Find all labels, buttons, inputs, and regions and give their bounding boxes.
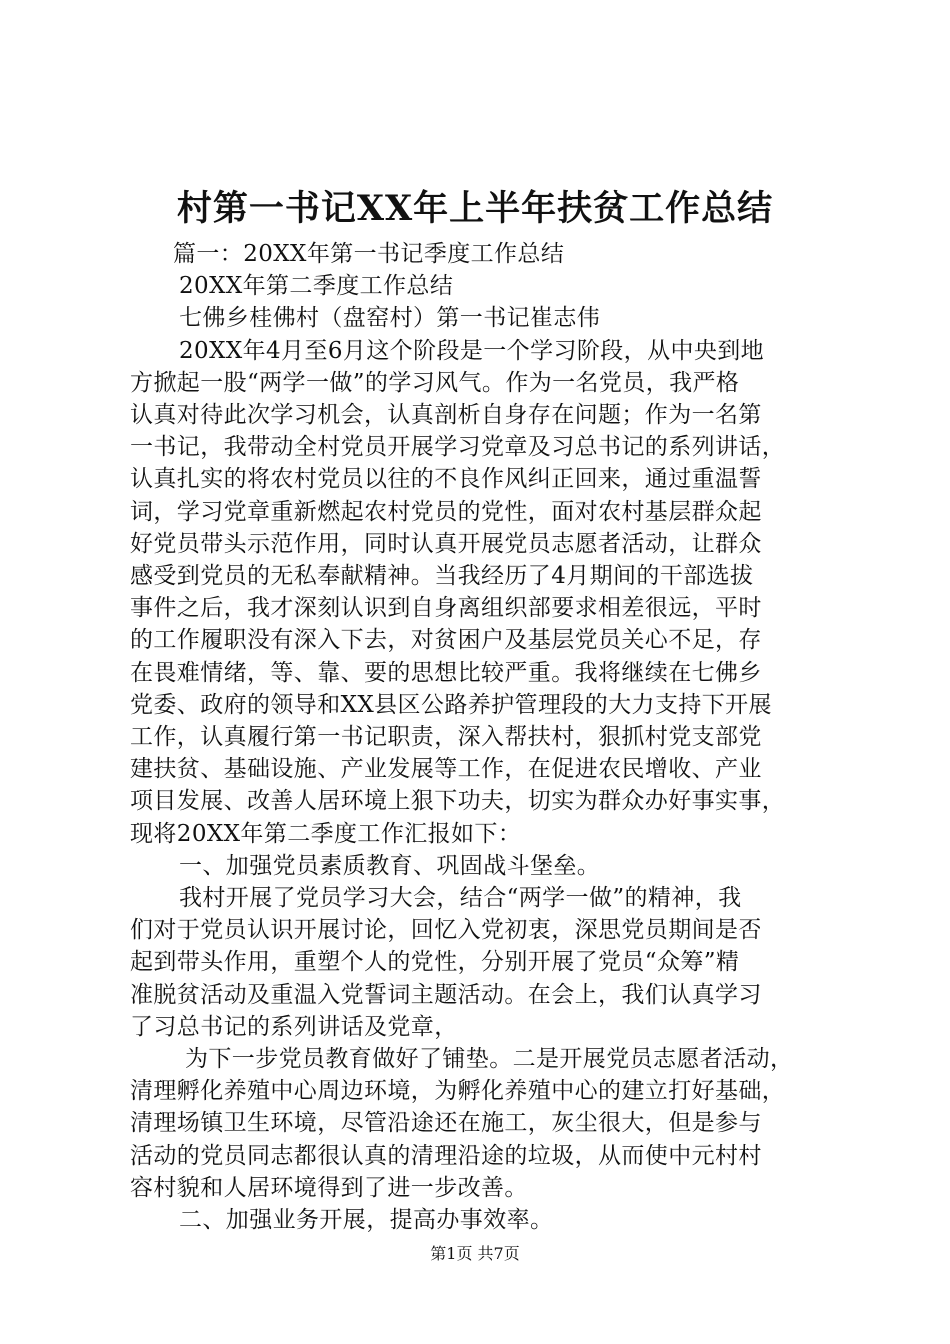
paragraph-line: 准脱贫活动及重温入党誓词主题活动。在会上，我们认真学习 [130,981,762,1008]
paragraph-line: 容村貌和人居环境得到了进一步改善。 [130,1174,528,1201]
paragraph-line: 为下一步党员教育做好了铺垫。二是开展党员志愿者活动， [185,1046,794,1073]
subheading-line: 20XX年第二季度工作总结 [179,273,454,300]
paragraph-line: 一书记，我带动全村党员开展学习党章及习总书记的系列讲话， [130,434,786,461]
author-line: 七佛乡桂佛村（盘窑村）第一书记崔志伟 [179,305,601,332]
paragraph-line: 事件之后，我才深刻认识到自身离组织部要求相差很远，平时 [130,595,762,622]
section-heading-line: 二、加强业务开展，提高办事效率。 [179,1207,554,1234]
paragraph-line: 认真对待此次学习机会，认真剖析自身存在问题；作为一名第 [130,402,762,429]
paragraph-line: 我村开展了党员学习大会，结合“两学一做”的精神，我 [179,885,742,912]
paragraph-line: 清理孵化养殖中心周边环境，为孵化养殖中心的建立打好基础， [130,1078,786,1105]
paragraph-line: 建扶贫、基础设施、产业发展等工作，在促进农民增收、产业 [130,756,762,783]
paragraph-line: 项目发展、改善人居环境上狠下功夫，切实为群众办好事实事， [130,788,786,815]
section-heading-line: 一、加强党员素质教育、巩固战斗堡垒。 [179,852,601,879]
page-footer: 第1页 共7页 [430,1244,520,1263]
paragraph-line: 认真扎实的将农村党员以往的不良作风纠正回来，通过重温誓 [130,466,762,493]
paragraph-line: 20XX年4月至6月这个阶段是一个学习阶段，从中央到地 [179,337,765,364]
document-body [130,238,830,1236]
paragraph-line: 了习总书记的系列讲话及党章， [130,1013,458,1040]
paragraph-line: 清理场镇卫生环境，尽管沿途还在施工，灰尘很大，但是参与 [130,1110,762,1137]
section-heading-line: 篇一：20XX年第一书记季度工作总结 [173,241,565,267]
paragraph-line: 感受到党员的无私奉献精神。当我经历了4月期间的干部选拔 [130,563,754,590]
paragraph-line: 们对于党员认识开展讨论，回忆入党初衷，深思党员期间是否 [130,917,762,944]
paragraph-line: 活动的党员同志都很认真的清理沿途的垃圾，从而使中元村村 [130,1142,762,1169]
paragraph-line: 党委、政府的领导和XX县区公路养护管理段的大力支持下开展 [130,691,772,718]
paragraph-line: 好党员带头示范作用，同时认真开展党员志愿者活动，让群众 [130,530,762,557]
paragraph-line: 的工作履职没有深入下去，对贫困户及基层党员关心不足，存 [130,627,762,654]
paragraph-line: 起到带头作用，重塑个人的党性，分别开展了党员“众筹”精 [130,949,740,976]
paragraph-line: 词，学习党章重新燃起农村党员的党性，面对农村基层群众起 [130,498,762,525]
paragraph-line: 现将20XX年第二季度工作汇报如下： [130,820,522,847]
paragraph-line: 在畏难情绪，等、靠、要的思想比较严重。我将继续在七佛乡 [130,659,762,686]
document-title: 村第一书记XX年上半年扶贫工作总结 [176,188,774,229]
paragraph-line: 方掀起一股“两学一做”的学习风气。作为一名党员，我严格 [130,369,740,396]
paragraph-line: 工作，认真履行第一书记职责，深入帮扶村，狠抓村党支部党 [130,724,762,751]
